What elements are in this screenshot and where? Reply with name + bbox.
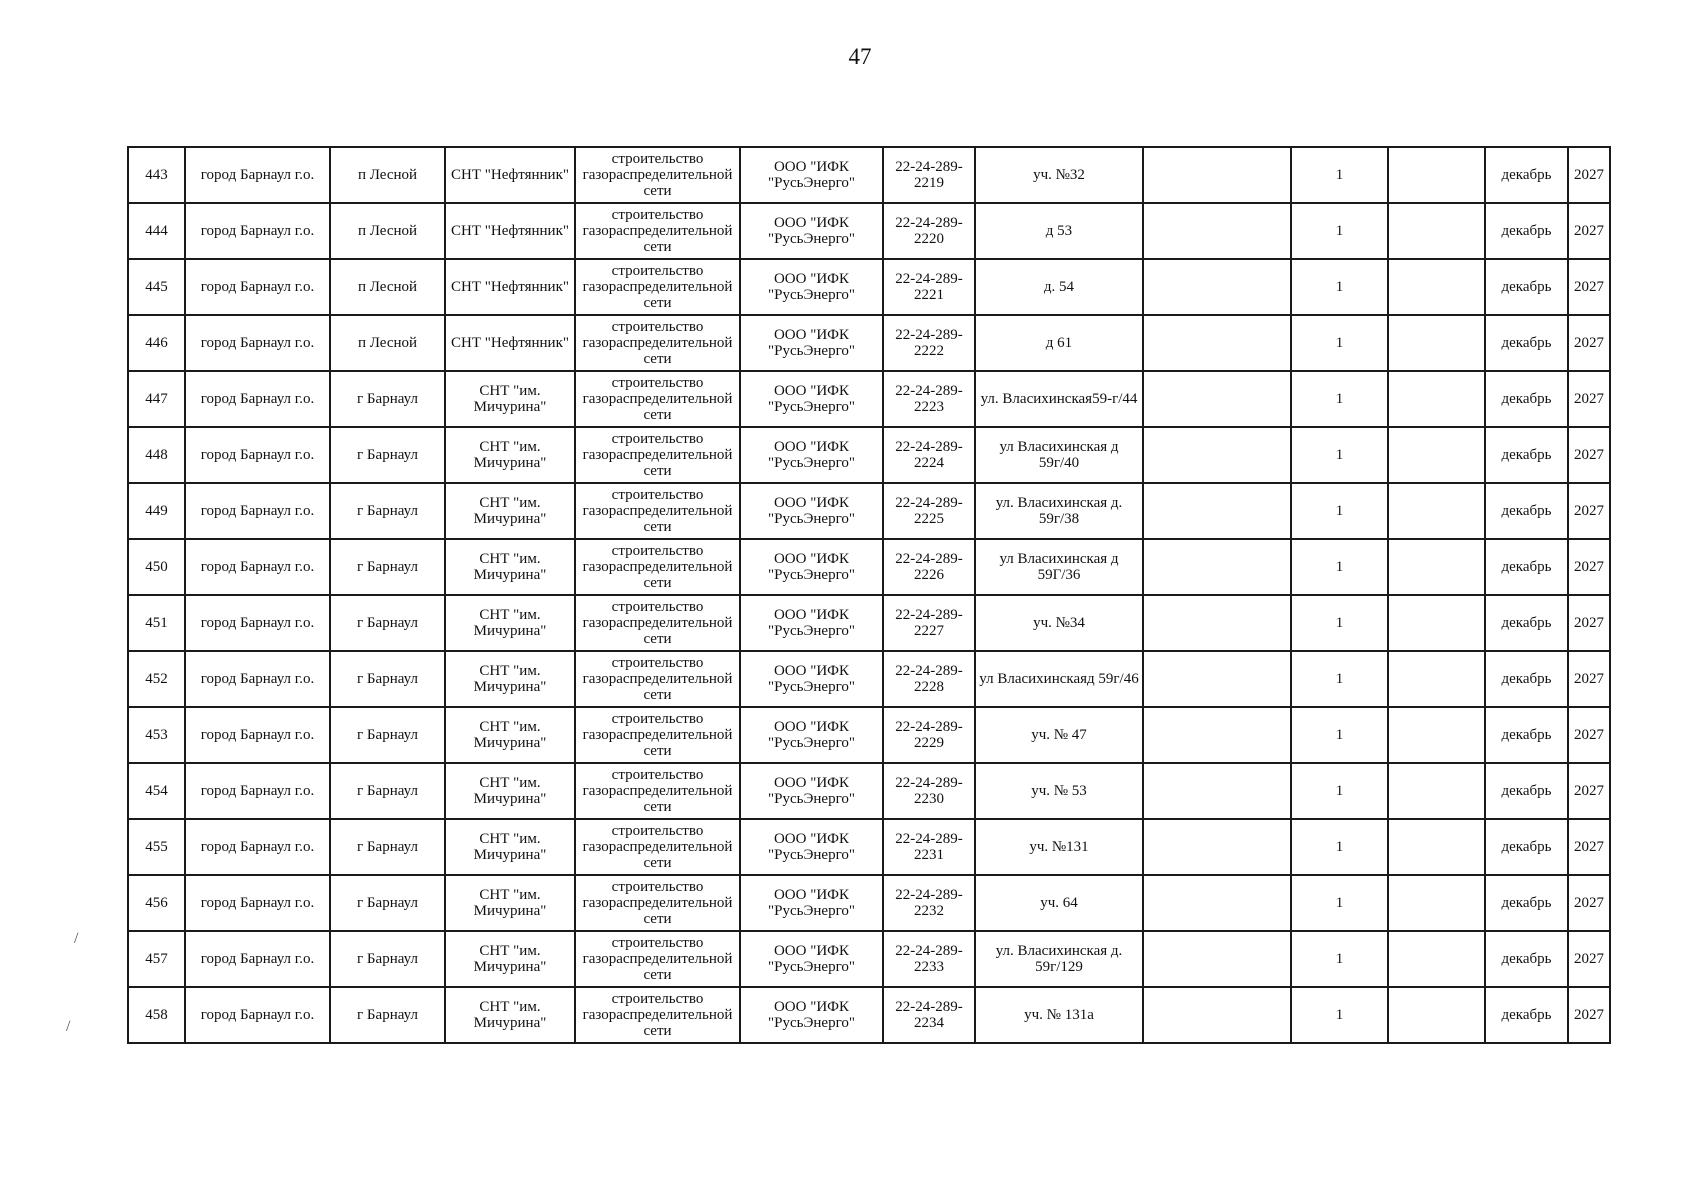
month-cell: декабрь — [1485, 651, 1568, 707]
work-type-cell: строительство газораспределительной сети — [575, 315, 740, 371]
company-cell: ООО "ИФК "РусьЭнерго" — [740, 203, 883, 259]
count-cell: 1 — [1291, 315, 1388, 371]
address-cell: д. 54 — [975, 259, 1143, 315]
row-number-cell: 449 — [128, 483, 185, 539]
settlement-cell: г Барнаул — [330, 819, 445, 875]
empty-cell — [1143, 763, 1291, 819]
settlement-cell: п Лесной — [330, 147, 445, 203]
count-cell: 1 — [1291, 763, 1388, 819]
company-cell: ООО "ИФК "РусьЭнерго" — [740, 987, 883, 1043]
address-cell: уч. №34 — [975, 595, 1143, 651]
municipality-cell: город Барнаул г.о. — [185, 427, 330, 483]
settlement-cell: г Барнаул — [330, 539, 445, 595]
row-number-cell: 454 — [128, 763, 185, 819]
year-cell: 2027 — [1568, 987, 1610, 1043]
month-cell: декабрь — [1485, 931, 1568, 987]
table-row — [128, 595, 1610, 651]
table-row — [128, 987, 1610, 1043]
row-number-cell: 457 — [128, 931, 185, 987]
table-row — [128, 763, 1610, 819]
settlement-cell: г Барнаул — [330, 707, 445, 763]
settlement-cell: г Барнаул — [330, 427, 445, 483]
month-cell: декабрь — [1485, 483, 1568, 539]
table-row — [128, 371, 1610, 427]
address-cell: д 53 — [975, 203, 1143, 259]
society-cell: СНТ "Нефтянник" — [445, 203, 575, 259]
work-type-cell: строительство газораспределительной сети — [575, 651, 740, 707]
table-row — [128, 259, 1610, 315]
empty-cell — [1388, 931, 1485, 987]
table-row — [128, 707, 1610, 763]
society-cell: СНТ "им. Мичурина" — [445, 595, 575, 651]
contract-number-cell: 22-24-289-2220 — [883, 203, 975, 259]
municipality-cell: город Барнаул г.о. — [185, 315, 330, 371]
address-cell: уч. № 47 — [975, 707, 1143, 763]
municipality-cell: город Барнаул г.о. — [185, 763, 330, 819]
address-cell: ул. Власихинская59-г/44 — [975, 371, 1143, 427]
empty-cell — [1143, 427, 1291, 483]
company-cell: ООО "ИФК "РусьЭнерго" — [740, 707, 883, 763]
table-row — [128, 539, 1610, 595]
empty-cell — [1388, 595, 1485, 651]
contract-number-cell: 22-24-289-2227 — [883, 595, 975, 651]
contract-number-cell: 22-24-289-2232 — [883, 875, 975, 931]
society-cell: СНТ "им. Мичурина" — [445, 651, 575, 707]
empty-cell — [1143, 651, 1291, 707]
month-cell: декабрь — [1485, 875, 1568, 931]
settlement-cell: п Лесной — [330, 315, 445, 371]
count-cell: 1 — [1291, 651, 1388, 707]
settlement-cell: г Барнаул — [330, 483, 445, 539]
empty-cell — [1143, 203, 1291, 259]
settlement-cell: п Лесной — [330, 203, 445, 259]
count-cell: 1 — [1291, 371, 1388, 427]
company-cell: ООО "ИФК "РусьЭнерго" — [740, 147, 883, 203]
row-number-cell: 453 — [128, 707, 185, 763]
month-cell: декабрь — [1485, 707, 1568, 763]
work-type-cell: строительство газораспределительной сети — [575, 371, 740, 427]
year-cell: 2027 — [1568, 875, 1610, 931]
contract-number-cell: 22-24-289-2219 — [883, 147, 975, 203]
work-type-cell: строительство газораспределительной сети — [575, 203, 740, 259]
society-cell: СНТ "Нефтянник" — [445, 259, 575, 315]
settlement-cell: г Барнаул — [330, 875, 445, 931]
municipality-cell: город Барнаул г.о. — [185, 651, 330, 707]
empty-cell — [1388, 651, 1485, 707]
empty-cell — [1143, 539, 1291, 595]
municipality-cell: город Барнаул г.о. — [185, 707, 330, 763]
scan-mark: / — [74, 930, 79, 947]
contract-number-cell: 22-24-289-2228 — [883, 651, 975, 707]
count-cell: 1 — [1291, 595, 1388, 651]
year-cell: 2027 — [1568, 651, 1610, 707]
work-type-cell: строительство газораспределительной сети — [575, 819, 740, 875]
month-cell: декабрь — [1485, 147, 1568, 203]
empty-cell — [1143, 371, 1291, 427]
address-cell: уч. №32 — [975, 147, 1143, 203]
company-cell: ООО "ИФК "РусьЭнерго" — [740, 931, 883, 987]
society-cell: СНТ "им. Мичурина" — [445, 483, 575, 539]
address-cell: уч. № 131а — [975, 987, 1143, 1043]
address-cell: уч. №131 — [975, 819, 1143, 875]
row-number-cell: 450 — [128, 539, 185, 595]
work-type-cell: строительство газораспределительной сети — [575, 987, 740, 1043]
month-cell: декабрь — [1485, 427, 1568, 483]
count-cell: 1 — [1291, 931, 1388, 987]
empty-cell — [1388, 875, 1485, 931]
empty-cell — [1143, 819, 1291, 875]
municipality-cell: город Барнаул г.о. — [185, 147, 330, 203]
year-cell: 2027 — [1568, 147, 1610, 203]
company-cell: ООО "ИФК "РусьЭнерго" — [740, 875, 883, 931]
scan-mark: / — [66, 1018, 71, 1035]
contract-number-cell: 22-24-289-2225 — [883, 483, 975, 539]
society-cell: СНТ "им. Мичурина" — [445, 539, 575, 595]
settlement-cell: п Лесной — [330, 259, 445, 315]
contract-number-cell: 22-24-289-2230 — [883, 763, 975, 819]
year-cell: 2027 — [1568, 595, 1610, 651]
empty-cell — [1143, 875, 1291, 931]
address-cell: ул Власихинская д 59Г/36 — [975, 539, 1143, 595]
year-cell: 2027 — [1568, 371, 1610, 427]
empty-cell — [1143, 259, 1291, 315]
company-cell: ООО "ИФК "РусьЭнерго" — [740, 315, 883, 371]
society-cell: СНТ "им. Мичурина" — [445, 819, 575, 875]
row-number-cell: 444 — [128, 203, 185, 259]
empty-cell — [1388, 707, 1485, 763]
table-row — [128, 483, 1610, 539]
contract-number-cell: 22-24-289-2221 — [883, 259, 975, 315]
year-cell: 2027 — [1568, 539, 1610, 595]
address-cell: ул. Власихинская д. 59г/129 — [975, 931, 1143, 987]
year-cell: 2027 — [1568, 763, 1610, 819]
table-row — [128, 147, 1610, 203]
row-number-cell: 455 — [128, 819, 185, 875]
year-cell: 2027 — [1568, 707, 1610, 763]
company-cell: ООО "ИФК "РусьЭнерго" — [740, 483, 883, 539]
year-cell: 2027 — [1568, 315, 1610, 371]
row-number-cell: 446 — [128, 315, 185, 371]
row-number-cell: 451 — [128, 595, 185, 651]
municipality-cell: город Барнаул г.о. — [185, 483, 330, 539]
year-cell: 2027 — [1568, 819, 1610, 875]
contract-number-cell: 22-24-289-2223 — [883, 371, 975, 427]
municipality-cell: город Барнаул г.о. — [185, 819, 330, 875]
row-number-cell: 458 — [128, 987, 185, 1043]
year-cell: 2027 — [1568, 203, 1610, 259]
work-type-cell: строительство газораспределительной сети — [575, 259, 740, 315]
municipality-cell: город Барнаул г.о. — [185, 203, 330, 259]
empty-cell — [1388, 427, 1485, 483]
municipality-cell: город Барнаул г.о. — [185, 987, 330, 1043]
month-cell: декабрь — [1485, 371, 1568, 427]
work-type-cell: строительство газораспределительной сети — [575, 147, 740, 203]
society-cell: СНТ "им. Мичурина" — [445, 987, 575, 1043]
count-cell: 1 — [1291, 987, 1388, 1043]
work-type-cell: строительство газораспределительной сети — [575, 875, 740, 931]
company-cell: ООО "ИФК "РусьЭнерго" — [740, 595, 883, 651]
table-row — [128, 875, 1610, 931]
contract-number-cell: 22-24-289-2231 — [883, 819, 975, 875]
page-number: 47 — [848, 44, 872, 69]
year-cell: 2027 — [1568, 259, 1610, 315]
row-number-cell: 456 — [128, 875, 185, 931]
company-cell: ООО "ИФК "РусьЭнерго" — [740, 539, 883, 595]
empty-cell — [1388, 819, 1485, 875]
registry-table — [127, 146, 1611, 1044]
society-cell: СНТ "им. Мичурина" — [445, 931, 575, 987]
empty-cell — [1388, 539, 1485, 595]
settlement-cell: г Барнаул — [330, 651, 445, 707]
address-cell: ул Власихинская д 59г/40 — [975, 427, 1143, 483]
table-row — [128, 315, 1610, 371]
empty-cell — [1388, 371, 1485, 427]
month-cell: декабрь — [1485, 203, 1568, 259]
settlement-cell: г Барнаул — [330, 595, 445, 651]
company-cell: ООО "ИФК "РусьЭнерго" — [740, 259, 883, 315]
contract-number-cell: 22-24-289-2226 — [883, 539, 975, 595]
settlement-cell: г Барнаул — [330, 763, 445, 819]
count-cell: 1 — [1291, 819, 1388, 875]
address-cell: уч. 64 — [975, 875, 1143, 931]
empty-cell — [1143, 595, 1291, 651]
empty-cell — [1143, 931, 1291, 987]
table-row — [128, 203, 1610, 259]
society-cell: СНТ "им. Мичурина" — [445, 371, 575, 427]
row-number-cell: 443 — [128, 147, 185, 203]
table-row — [128, 819, 1610, 875]
year-cell: 2027 — [1568, 483, 1610, 539]
month-cell: декабрь — [1485, 763, 1568, 819]
work-type-cell: строительство газораспределительной сети — [575, 707, 740, 763]
month-cell: декабрь — [1485, 315, 1568, 371]
work-type-cell: строительство газораспределительной сети — [575, 483, 740, 539]
municipality-cell: город Барнаул г.о. — [185, 595, 330, 651]
empty-cell — [1388, 315, 1485, 371]
empty-cell — [1143, 147, 1291, 203]
empty-cell — [1143, 483, 1291, 539]
settlement-cell: г Барнаул — [330, 371, 445, 427]
month-cell: декабрь — [1485, 259, 1568, 315]
contract-number-cell: 22-24-289-2229 — [883, 707, 975, 763]
municipality-cell: город Барнаул г.о. — [185, 931, 330, 987]
settlement-cell: г Барнаул — [330, 931, 445, 987]
company-cell: ООО "ИФК "РусьЭнерго" — [740, 427, 883, 483]
society-cell: СНТ "им. Мичурина" — [445, 875, 575, 931]
table-row — [128, 651, 1610, 707]
table-body — [128, 147, 1610, 1043]
work-type-cell: строительство газораспределительной сети — [575, 539, 740, 595]
address-cell: д 61 — [975, 315, 1143, 371]
company-cell: ООО "ИФК "РусьЭнерго" — [740, 371, 883, 427]
month-cell: декабрь — [1485, 819, 1568, 875]
row-number-cell: 452 — [128, 651, 185, 707]
count-cell: 1 — [1291, 427, 1388, 483]
society-cell: СНТ "им. Мичурина" — [445, 427, 575, 483]
empty-cell — [1388, 147, 1485, 203]
year-cell: 2027 — [1568, 427, 1610, 483]
table-row — [128, 427, 1610, 483]
empty-cell — [1143, 987, 1291, 1043]
work-type-cell: строительство газораспределительной сети — [575, 931, 740, 987]
year-cell: 2027 — [1568, 931, 1610, 987]
count-cell: 1 — [1291, 875, 1388, 931]
count-cell: 1 — [1291, 539, 1388, 595]
company-cell: ООО "ИФК "РусьЭнерго" — [740, 763, 883, 819]
month-cell: декабрь — [1485, 595, 1568, 651]
row-number-cell: 448 — [128, 427, 185, 483]
count-cell: 1 — [1291, 203, 1388, 259]
work-type-cell: строительство газораспределительной сети — [575, 427, 740, 483]
work-type-cell: строительство газораспределительной сети — [575, 763, 740, 819]
row-number-cell: 445 — [128, 259, 185, 315]
society-cell: СНТ "им. Мичурина" — [445, 707, 575, 763]
society-cell: СНТ "им. Мичурина" — [445, 763, 575, 819]
empty-cell — [1388, 987, 1485, 1043]
address-cell: уч. № 53 — [975, 763, 1143, 819]
month-cell: декабрь — [1485, 539, 1568, 595]
empty-cell — [1388, 259, 1485, 315]
municipality-cell: город Барнаул г.о. — [185, 371, 330, 427]
empty-cell — [1388, 763, 1485, 819]
company-cell: ООО "ИФК "РусьЭнерго" — [740, 819, 883, 875]
empty-cell — [1388, 203, 1485, 259]
contract-number-cell: 22-24-289-2224 — [883, 427, 975, 483]
address-cell: ул Власихинскаяд 59г/46 — [975, 651, 1143, 707]
month-cell: декабрь — [1485, 987, 1568, 1043]
address-cell: ул. Власихинская д. 59г/38 — [975, 483, 1143, 539]
count-cell: 1 — [1291, 147, 1388, 203]
table-row — [128, 931, 1610, 987]
empty-cell — [1388, 483, 1485, 539]
municipality-cell: город Барнаул г.о. — [185, 539, 330, 595]
work-type-cell: строительство газораспределительной сети — [575, 595, 740, 651]
contract-number-cell: 22-24-289-2234 — [883, 987, 975, 1043]
society-cell: СНТ "Нефтянник" — [445, 315, 575, 371]
contract-number-cell: 22-24-289-2233 — [883, 931, 975, 987]
municipality-cell: город Барнаул г.о. — [185, 259, 330, 315]
count-cell: 1 — [1291, 707, 1388, 763]
company-cell: ООО "ИФК "РусьЭнерго" — [740, 651, 883, 707]
society-cell: СНТ "Нефтянник" — [445, 147, 575, 203]
contract-number-cell: 22-24-289-2222 — [883, 315, 975, 371]
count-cell: 1 — [1291, 483, 1388, 539]
count-cell: 1 — [1291, 259, 1388, 315]
row-number-cell: 447 — [128, 371, 185, 427]
municipality-cell: город Барнаул г.о. — [185, 875, 330, 931]
empty-cell — [1143, 707, 1291, 763]
empty-cell — [1143, 315, 1291, 371]
settlement-cell: г Барнаул — [330, 987, 445, 1043]
